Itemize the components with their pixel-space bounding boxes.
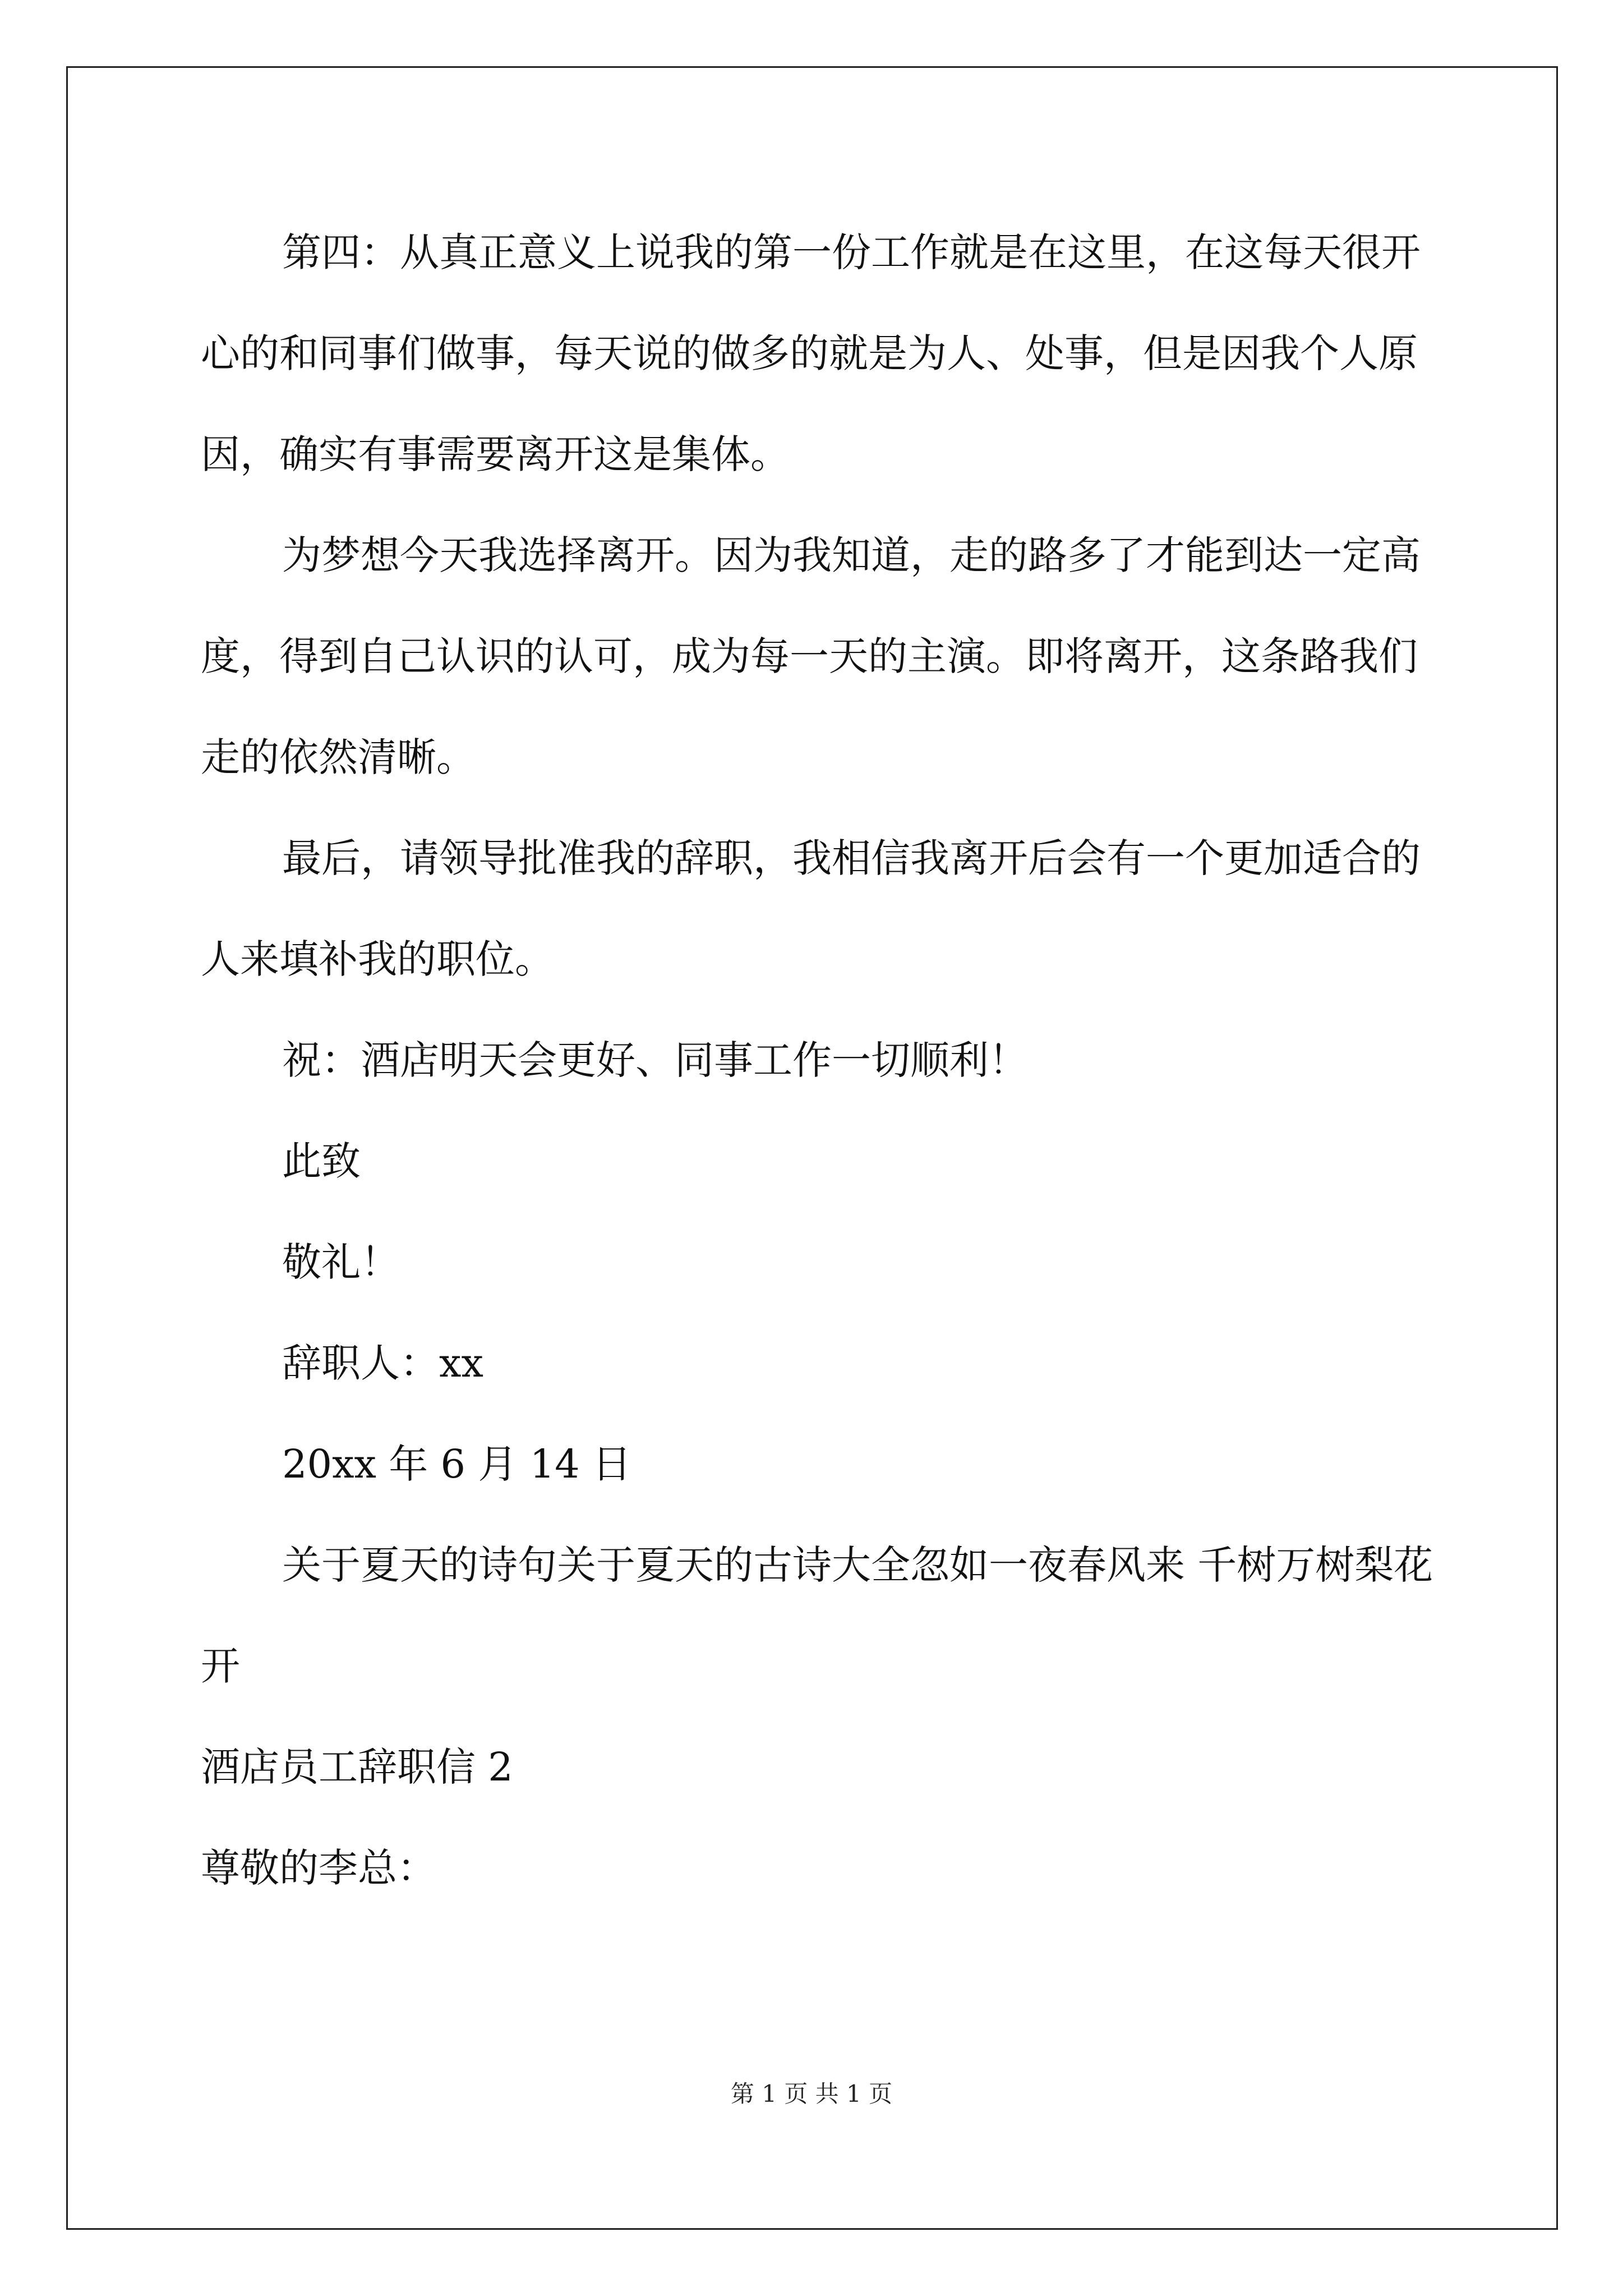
- greeting-line: 尊敬的李总：: [201, 1845, 436, 1891]
- date-line: 20xx 年 6 月 14 日: [282, 1441, 631, 1487]
- paragraph-reason-four: 第四：从真正意义上说我的第一份工作就是在这里，在这每天很开心的和同事们做事，每天说的做多的就是为人、处事，但是因我个人原因，确实有事需要离开这是集体。: [201, 229, 1421, 477]
- signature-line: 辞职人：xx: [282, 1340, 483, 1386]
- section-title: 酒店员工辞职信 2: [201, 1744, 513, 1790]
- paragraph-request-approval: 最后，请领导批准我的辞职，我相信我离开后会有一个更加适合的人来填补我的职位。: [201, 835, 1421, 982]
- closing-salutation: 此致: [282, 1138, 361, 1184]
- page-footer: 第 1 页 共 1 页: [730, 2080, 893, 2108]
- paragraph-wishes: 祝：酒店明天会更好、同事工作一切顺利！: [282, 1037, 1028, 1083]
- closing-regards: 敬礼！: [282, 1239, 400, 1285]
- document-body: [201, 202, 1440, 1918]
- paragraph-dream: 为梦想今天我选择离开。因为我知道，走的路多了才能到达一定高度，得到自己认识的认可，成为每一天的主演。即将离开，这条路我们走的依然清晰。: [201, 532, 1421, 780]
- paragraph-poem-note: 关于夏天的诗句关于夏天的古诗大全忽如一夜春风来 千树万树梨花开: [201, 1542, 1433, 1689]
